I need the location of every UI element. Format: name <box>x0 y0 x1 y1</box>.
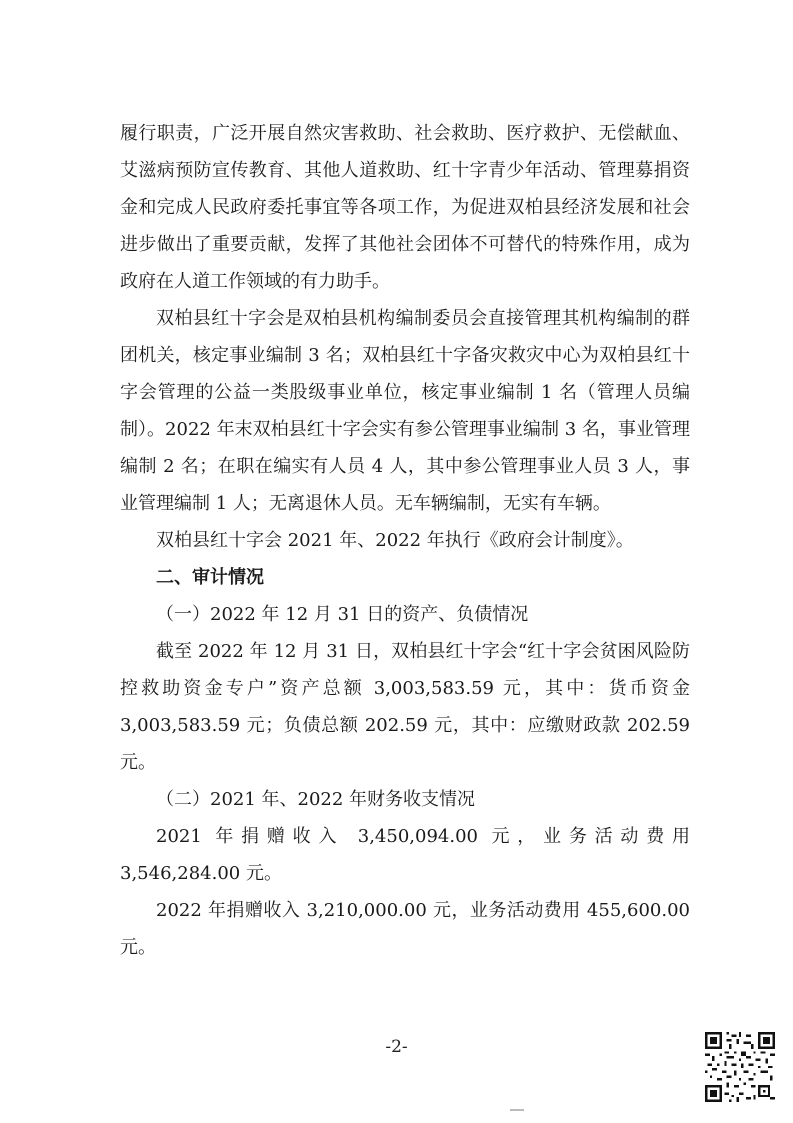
page-number: -2- <box>385 1037 408 1057</box>
section-heading: 二、审计情况 <box>156 567 264 588</box>
subsection-2-heading: （二）2021 年、2022 年财务收支情况 <box>156 789 476 810</box>
paragraph-1: 履行职责，广泛开展自然灾害救助、社会救助、医疗救护、无偿献血、艾滋病预防宣传教育、其他人道救助、红十字青少年活动、管理募捐资金和完成人民政府委托事宜等各项工作，为促进双柏县经济发展和社会进步做出了重要贡献，发挥了其他社会团体不可替代的特殊作用，成为政府在人道工作领域的有力助手。 <box>120 123 690 292</box>
subsection-1-heading: （一）2022 年 12 月 31 日的资产、负债情况 <box>156 604 529 625</box>
document-body <box>120 115 690 966</box>
qr-code-icon <box>705 1032 775 1102</box>
subsection-2-text-2: 2022 年捐赠收入 3,210,000.00 元，业务活动费用 455,600.00 元。 <box>120 900 690 958</box>
paragraph-3: 双柏县红十字会 2021 年、2022 年执行《政府会计制度》。 <box>156 530 634 551</box>
scan-speck <box>510 1109 524 1111</box>
subsection-2-text-1: 2021 年捐赠收入 3,450,094.00 元，业务活动费用 3,546,284.00 元。 <box>120 826 690 884</box>
subsection-1-text: 截至 2022 年 12 月 31 日，双柏县红十字会“红十字会贫困风险防控救助资金专户”资产总额 3,003,583.59 元，其中：货币资金 3,003,583.59 元；负债总额 202.59 元，其中：应缴财政款 202.59 元。 <box>120 641 690 773</box>
paragraph-2: 双柏县红十字会是双柏县机构编制委员会直接管理其机构编制的群团机关，核定事业编制 3 名；双柏县红十字备灾救灾中心为双柏县红十字会管理的公益一类股级事业单位，核定事业编制 1 名（管理人员编制）。2022 年末双柏县红十字会实有参公管理事业编制 3 名，事业管理编制 2 名；在职在编实有人员 4 人，其中参公管理事业人员 3 人，事业管理编制 1 人；无离退休人员。无车辆编制，无实有车辆。 <box>120 308 690 514</box>
